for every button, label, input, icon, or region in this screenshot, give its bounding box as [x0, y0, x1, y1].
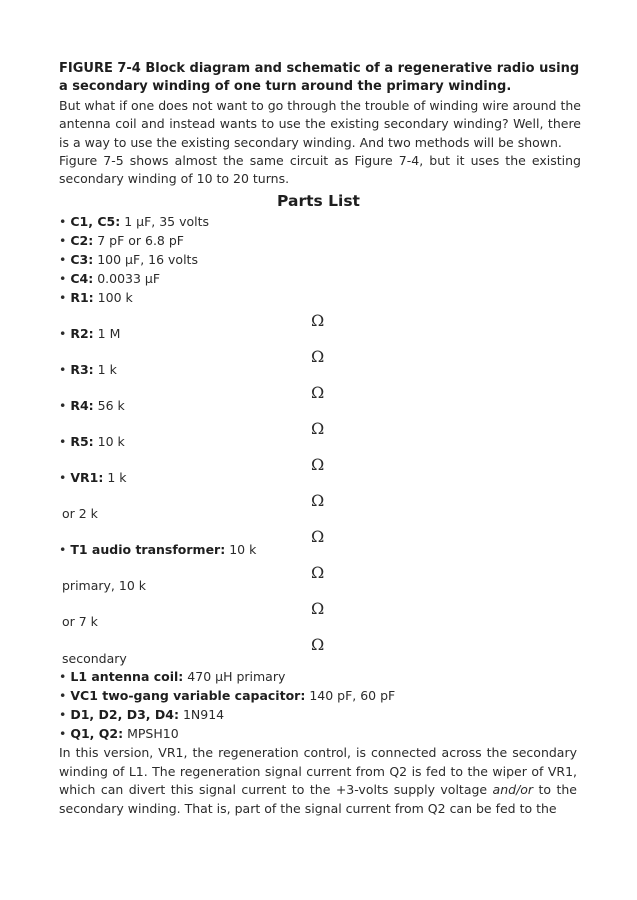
ohm-symbol: Ω [311, 383, 325, 402]
part-item-c3: • C3: 100 µF, 16 volts [59, 252, 198, 267]
part-item-c2: • C2: 7 pF or 6.8 pF [59, 233, 184, 248]
part-item-r5: • R5: 10 k [59, 434, 125, 449]
ohm-symbol: Ω [311, 599, 325, 618]
part-item-r2: • R2: 1 M [59, 326, 121, 341]
part-item-t1-secondary: secondary [62, 651, 127, 666]
intro-paragraph-2: Figure 7-5 shows almost the same circuit as Figure 7-4, but it uses the existing secondary winding of 10 to 20 turns. [59, 152, 581, 187]
part-item-t1: • T1 audio transformer: 10 k [59, 542, 257, 557]
intro-paragraph-1: But what if one does not want to go through the trouble of winding wire around the antenna coil and instead wants to use the existing secondary winding? Well, there is a way to use the existing secondary winding. And two methods will be shown. [59, 98, 581, 150]
ohm-symbol: Ω [311, 311, 325, 330]
ohm-symbol: Ω [311, 527, 325, 546]
ohm-symbol: Ω [311, 635, 325, 654]
part-item-diodes: • D1, D2, D3, D4: 1N914 [59, 707, 225, 722]
part-item-t1-primary: primary, 10 k [62, 578, 146, 593]
part-item-r4: • R4: 56 k [59, 398, 125, 413]
ohm-symbol: Ω [311, 563, 325, 582]
part-item-vr1: • VR1: 1 k [59, 470, 127, 485]
body-paragraph: In this version, VR1, the regeneration control, is connected across the secondary winding of L1. The regeneration signal current from Q2 is fed to the wiper of VR1, which can divert this signal current to the +3-volts supply voltage and/or to the secondary winding. That is, part of the signal current from Q2 can be fed to the [59, 745, 577, 816]
part-item-c1-c5: • C1, C5: 1 µF, 35 volts [59, 214, 210, 229]
part-item-r1: • R1: 100 k [59, 290, 133, 305]
intro-text [59, 97, 581, 188]
part-item-transistors: • Q1, Q2: MPSH10 [59, 726, 179, 741]
part-item-c4: • C4: 0.0033 µF [59, 271, 161, 286]
emphasis-text: and/or [492, 782, 534, 798]
parts-list-heading: Parts List [277, 192, 360, 210]
ohm-symbol: Ω [311, 419, 325, 438]
ohm-symbol: Ω [311, 491, 325, 510]
part-item-vr1-alt: or 2 k [62, 506, 98, 521]
ohm-symbol: Ω [311, 347, 325, 366]
figure-caption: FIGURE 7-4 Block diagram and schematic of a regenerative radio using a secondary winding of one turn around the primary winding. [59, 61, 580, 94]
part-item-l1: • L1 antenna coil: 470 µH primary [59, 669, 286, 684]
part-item-r3: • R3: 1 k [59, 362, 117, 377]
ohm-symbol: Ω [311, 455, 325, 474]
part-item-t1-alt: or 7 k [62, 614, 98, 629]
part-item-vc1: • VC1 two-gang variable capacitor: 140 pF, 60 pF [59, 688, 396, 703]
